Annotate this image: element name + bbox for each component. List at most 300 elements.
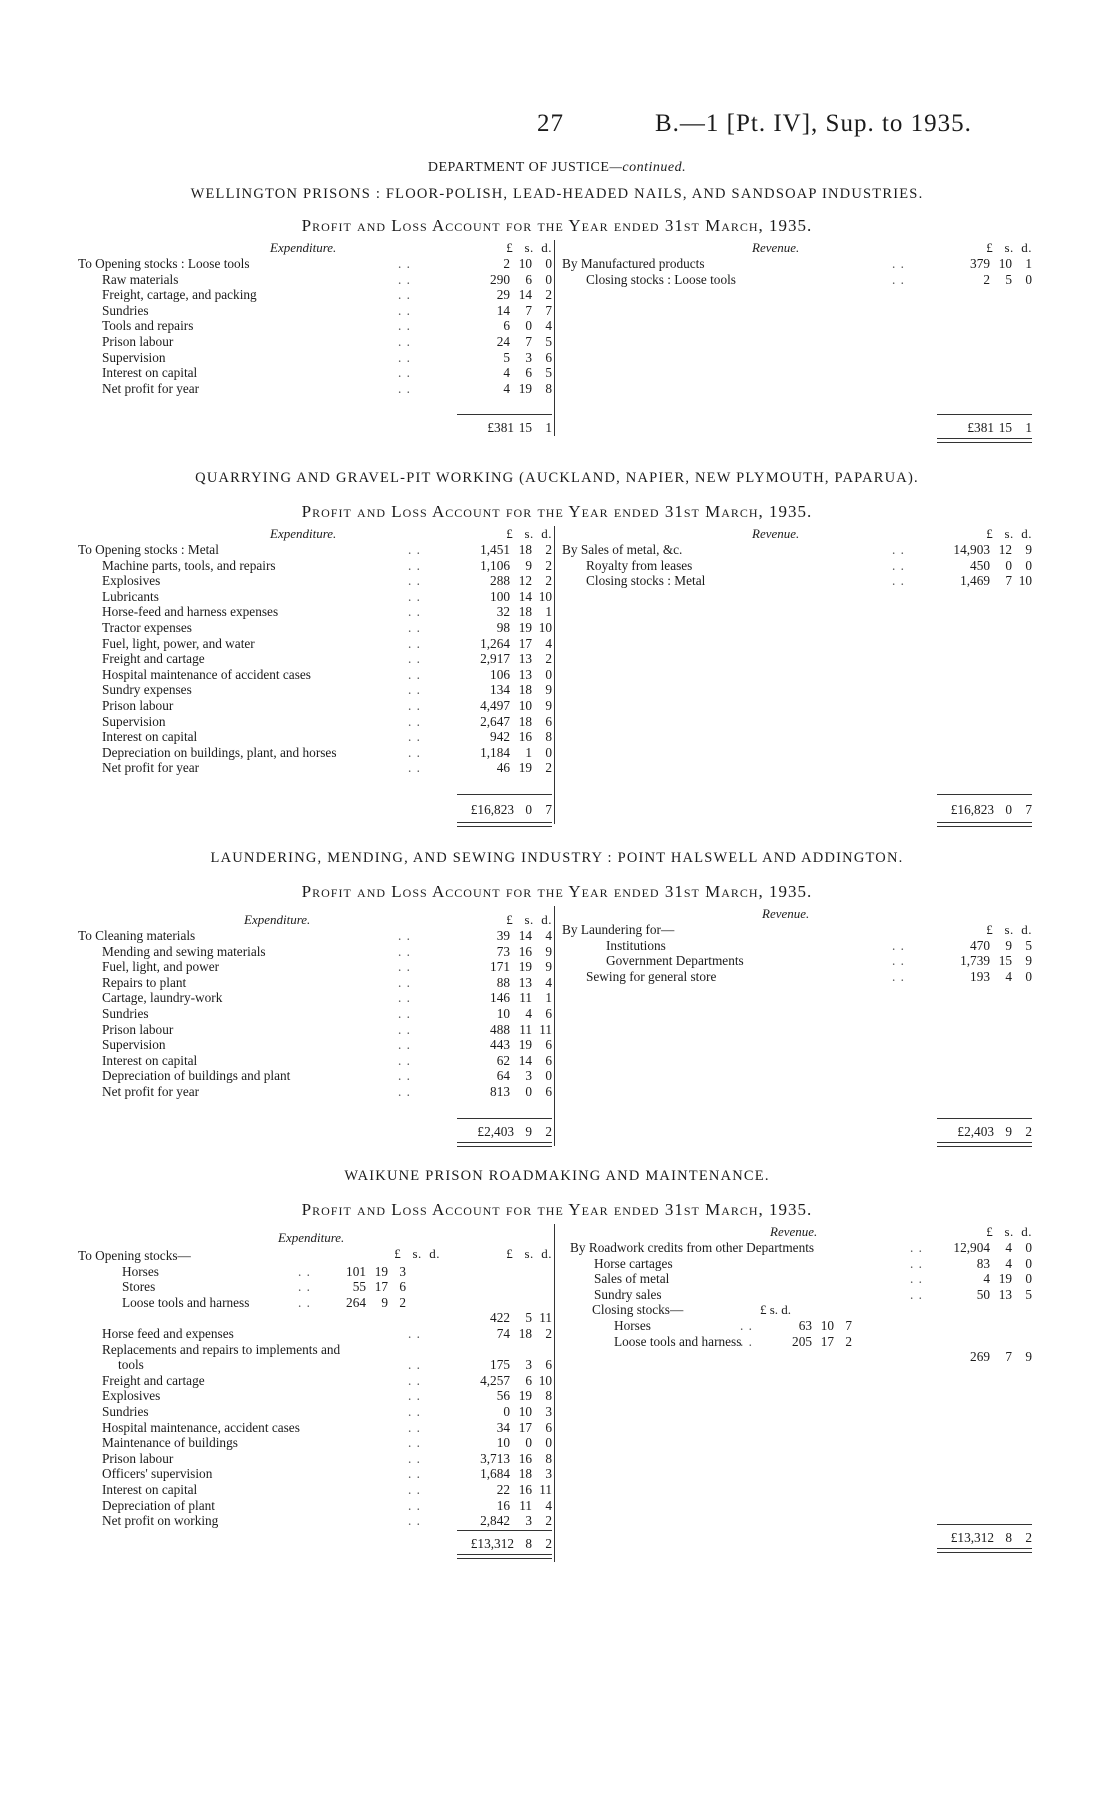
row-label: Hospital maintenance of accident cases	[102, 666, 311, 682]
expenditure-heading: Expenditure.	[278, 1230, 345, 1245]
row-label: tools	[118, 1357, 144, 1373]
amount: 4 6 5	[503, 365, 552, 381]
amount: 24 7 5	[496, 333, 552, 349]
leader-dots: . .	[408, 1325, 421, 1341]
amount: 193 4 0	[970, 968, 1032, 984]
amount: 12,904 4 0	[953, 1240, 1032, 1255]
account-row	[562, 558, 1032, 574]
revenue-rows	[562, 542, 1032, 589]
amount: 3,713 16 8	[480, 1450, 552, 1466]
row-label: Replacements and repairs to implements and	[102, 1341, 341, 1357]
row-label: Explosives	[102, 573, 161, 589]
leader-dots: . .	[408, 635, 421, 651]
row-label: Fuel, light, power, and water	[102, 635, 255, 651]
amount: 29 14 2	[496, 287, 552, 303]
leader-dots: . .	[910, 1240, 923, 1255]
section-title: LAUNDERING, MENDING, AND SEWING INDUSTRY : POINT HALSWELL AND ADDINGTON.	[210, 850, 904, 866]
section-laundering	[0, 850, 1114, 1146]
row-label: By Sales of metal, &c.	[562, 542, 683, 557]
account-row	[562, 938, 1032, 954]
leader-dots: . .	[892, 968, 905, 984]
leader-dots: . .	[408, 729, 421, 745]
leader-dots: . .	[892, 557, 905, 573]
leader-dots: . .	[398, 1037, 411, 1053]
leader-dots: . .	[398, 974, 411, 990]
leader-dots: . .	[892, 542, 905, 557]
leader-dots: . .	[398, 318, 411, 334]
leader-dots: . .	[398, 365, 411, 381]
amount: 1,739 15 9	[960, 953, 1032, 969]
leader-dots: . .	[408, 542, 421, 557]
revenue-column	[562, 906, 1032, 1139]
column-divider	[554, 1224, 555, 1562]
amount: 288 12 2	[490, 573, 552, 589]
leader-dots: . .	[398, 1052, 411, 1068]
amount: 4 19 8	[503, 380, 552, 396]
row-label: Tractor expenses	[102, 619, 192, 635]
lsd-heading: £ s. d.	[986, 922, 1032, 937]
double-rule	[937, 438, 1032, 443]
account-row	[78, 682, 552, 698]
account-row	[78, 350, 552, 366]
account-row	[78, 1420, 552, 1436]
total-rule	[457, 794, 552, 795]
account-row	[78, 1357, 552, 1373]
revenue-column	[570, 1224, 1032, 1545]
total-rule	[937, 1524, 1032, 1525]
row-label: To Opening stocks : Metal	[78, 542, 219, 557]
amount: 2,917 13 2	[480, 651, 552, 667]
leader-dots: . .	[408, 666, 421, 682]
column-divider	[554, 240, 555, 436]
row-label: Supervision	[102, 713, 166, 729]
account-row	[78, 1388, 552, 1404]
account-row	[570, 1318, 1032, 1334]
amount: 470 9 5	[970, 937, 1032, 953]
leader-dots: . .	[408, 744, 421, 760]
amount: 4,257 6 10	[480, 1372, 552, 1388]
total-rule	[457, 1530, 552, 1531]
revenue-subheading: By Laundering for—	[562, 922, 675, 937]
amount: 46 19 2	[496, 760, 552, 776]
leader-dots: . .	[298, 1263, 311, 1279]
row-label: Sundry expenses	[102, 682, 192, 698]
expenditure-total: £16,823 0 7	[470, 802, 552, 817]
amount: 100 14 10	[490, 588, 552, 604]
row-label: Institutions	[606, 937, 666, 953]
leader-dots: . .	[408, 1435, 421, 1451]
leader-dots: . .	[892, 573, 905, 589]
leader-dots: . .	[910, 1286, 923, 1302]
leader-dots: . .	[398, 333, 411, 349]
leader-dots: . .	[408, 697, 421, 713]
leader-dots: . .	[408, 713, 421, 729]
amount: 16 11 4	[496, 1497, 552, 1513]
amount: 2 10 0	[503, 256, 552, 271]
account-row	[78, 620, 552, 636]
leader-dots: . .	[398, 1021, 411, 1037]
row-label: Lubricants	[102, 588, 159, 604]
account-row	[78, 334, 552, 350]
pl-account-title: Profit and Loss Account for the Year ended 31st March, 1935.	[301, 502, 813, 521]
amount: 171 19 9	[490, 959, 552, 975]
account-row	[78, 256, 552, 272]
row-label: Royalty from leases	[586, 557, 693, 573]
revenue-heading: Revenue.	[770, 1224, 818, 1239]
leader-dots: . .	[408, 557, 421, 573]
leader-dots: . .	[892, 271, 905, 287]
leader-dots: . .	[398, 928, 411, 943]
account-row	[78, 1498, 552, 1514]
account-row	[78, 1342, 552, 1358]
leader-dots: . .	[408, 1466, 421, 1482]
row-label: Horses	[614, 1317, 651, 1333]
revenue-total: £381 15 1	[967, 420, 1032, 435]
row-label: Repairs to plant	[102, 974, 187, 990]
leader-dots: . .	[408, 1481, 421, 1497]
lsd-heading: £ s. d.	[506, 240, 552, 255]
amount: 2 5 0	[983, 271, 1032, 287]
row-label: Supervision	[102, 1037, 166, 1053]
row-label: Interest on capital	[102, 729, 198, 745]
account-columns	[0, 906, 1114, 1146]
leader-dots: . .	[408, 682, 421, 698]
revenue-column	[562, 526, 1032, 817]
row-label: Stores	[122, 1279, 156, 1295]
account-row	[562, 573, 1032, 589]
row-label: Net profit on working	[102, 1513, 219, 1529]
expenditure-heading: Expenditure.	[270, 526, 337, 541]
amount: 14 7 7	[496, 302, 552, 318]
account-row	[78, 1084, 552, 1100]
opening-stocks-heading: To Opening stocks—	[78, 1248, 191, 1263]
account-row	[78, 1404, 552, 1420]
leader-dots: . .	[398, 256, 411, 271]
row-label: Freight, cartage, and packing	[102, 287, 257, 303]
lsd-heading: £ s. d.	[986, 1224, 1032, 1239]
row-label: Horse cartages	[594, 1255, 673, 1271]
leader-dots: . .	[398, 1005, 411, 1021]
leader-dots: . .	[408, 1388, 421, 1404]
leader-dots: . .	[398, 302, 411, 318]
amount: 88 13 4	[496, 974, 552, 990]
section-quarrying	[0, 470, 1114, 826]
account-row	[78, 303, 552, 319]
row-label: Maintenance of buildings	[102, 1435, 238, 1451]
leader-dots: . .	[892, 937, 905, 953]
account-row	[78, 381, 552, 397]
leader-dots: . .	[398, 287, 411, 303]
closing-stocks-total-row	[570, 1349, 1032, 1365]
account-row	[78, 714, 552, 730]
account-row	[570, 1256, 1032, 1272]
amount: 443 19 6	[490, 1037, 552, 1053]
account-row	[78, 542, 552, 558]
leader-dots: . .	[398, 959, 411, 975]
account-row	[78, 272, 552, 288]
row-label: Freight and cartage	[102, 1372, 205, 1388]
section-title: QUARRYING AND GRAVEL-PIT WORKING (AUCKLAND, NAPIER, NEW PLYMOUTH, PAPARUA).	[195, 470, 919, 486]
row-label: Sundries	[102, 302, 149, 318]
leader-dots: . .	[408, 1357, 421, 1373]
leader-dots: . .	[398, 943, 411, 959]
amount: 1,106 9 2	[480, 557, 552, 573]
amount: 83 4 0	[976, 1255, 1032, 1271]
closing-stocks-total: 269 7 9	[970, 1349, 1032, 1365]
leader-dots: . .	[910, 1271, 923, 1287]
row-label: Net profit for year	[102, 380, 200, 396]
section-wellington-prisons	[0, 186, 1114, 440]
amount: 2,842 3 2	[480, 1513, 552, 1529]
leader-dots: . .	[892, 256, 905, 271]
closing-stocks-heading-row: Closing stocks— £ s. d.	[592, 1302, 792, 1318]
amount: 205 17 2	[792, 1333, 852, 1349]
row-label: Fuel, light, and power	[102, 959, 220, 975]
amount: 22 16 11	[496, 1481, 552, 1497]
leader-dots: . .	[398, 380, 411, 396]
row-label: Horses	[122, 1263, 159, 1279]
expenditure-rows	[78, 928, 552, 1100]
amount: 34 17 6	[496, 1419, 552, 1435]
double-rule	[937, 822, 1032, 827]
row-label: Closing stocks : Loose tools	[586, 271, 736, 287]
account-row	[78, 1037, 552, 1053]
account-row	[78, 990, 552, 1006]
leader-dots: . .	[298, 1279, 311, 1295]
amount: 62 14 6	[496, 1052, 552, 1068]
pl-account-title: Profit and Loss Account for the Year ended 31st March, 1935.	[301, 216, 813, 235]
account-row	[78, 1279, 552, 1295]
page-header	[0, 110, 1114, 144]
lsd-heading: £ s. d.	[506, 526, 552, 541]
revenue-total: £13,312 8 2	[950, 1530, 1032, 1545]
row-label: Depreciation of buildings and plant	[102, 1068, 291, 1084]
row-label: Depreciation of plant	[102, 1497, 215, 1513]
row-label: Closing stocks : Metal	[586, 573, 706, 589]
revenue-total: £16,823 0 7	[950, 802, 1032, 817]
account-row	[78, 1513, 552, 1529]
account-row	[78, 1022, 552, 1038]
amount: 942 16 8	[490, 729, 552, 745]
leader-dots: . .	[408, 619, 421, 635]
total-rule	[937, 414, 1032, 415]
amount: 14,903 12 9	[953, 542, 1032, 557]
leader-dots: . .	[408, 760, 421, 776]
amount: 10 4 6	[496, 1005, 552, 1021]
total-rule	[457, 414, 552, 415]
account-row	[78, 1053, 552, 1069]
leader-dots: . .	[398, 349, 411, 365]
account-row	[78, 318, 552, 334]
account-row	[78, 975, 552, 991]
row-label: Interest on capital	[102, 1052, 198, 1068]
amount: 63 10 7	[798, 1317, 852, 1333]
account-row	[78, 667, 552, 683]
amount: 32 18 1	[496, 604, 552, 620]
leader-dots: . .	[740, 1333, 753, 1349]
leader-dots: . .	[398, 990, 411, 1006]
account-columns	[0, 1224, 1114, 1584]
account-row	[78, 287, 552, 303]
amount: 74 18 2	[496, 1325, 552, 1341]
column-divider	[554, 526, 555, 824]
closing-stock-rows	[570, 1318, 1032, 1349]
expenditure-total: £2,403 9 2	[477, 1124, 552, 1139]
expenditure-column	[78, 912, 552, 1139]
account-row	[570, 1334, 1032, 1350]
amount: 175 3 6	[490, 1357, 552, 1373]
amount: 98 19 10	[496, 619, 552, 635]
double-rule	[937, 1142, 1032, 1147]
account-row	[78, 698, 552, 714]
section-title: WELLINGTON PRISONS : FLOOR-POLISH, LEAD-HEADED NAILS, AND SANDSOAP INDUSTRIES.	[190, 186, 924, 202]
account-columns	[0, 240, 1114, 440]
leader-dots: . .	[408, 1450, 421, 1466]
lsd-heading: £ s. d.	[506, 912, 552, 927]
account-row	[78, 365, 552, 381]
lsd-heading: £ s. d.	[986, 526, 1032, 541]
leader-dots: . .	[408, 1513, 421, 1529]
row-label: Prison labour	[102, 1450, 174, 1466]
account-row	[570, 1271, 1032, 1287]
account-row	[78, 944, 552, 960]
row-label: Hospital maintenance, accident cases	[102, 1419, 300, 1435]
row-label: Officers' supervision	[102, 1466, 213, 1482]
total-rule	[937, 794, 1032, 795]
amount: 39 14 4	[496, 928, 552, 943]
pl-account-title: Profit and Loss Account for the Year ended 31st March, 1935.	[301, 1200, 813, 1219]
leader-dots: . .	[298, 1294, 311, 1310]
account-row	[562, 542, 1032, 558]
revenue-column	[562, 240, 1032, 435]
expenditure-total: £13,312 8 2	[470, 1536, 552, 1551]
expenditure-heading: Expenditure.	[244, 912, 311, 927]
amount: 56 19 8	[496, 1388, 552, 1404]
lsd-heading-inner: £ s. d.	[394, 1246, 440, 1261]
amount: 813 0 6	[490, 1083, 552, 1099]
amount: 64 3 0	[496, 1068, 552, 1084]
column-divider	[554, 906, 555, 1146]
leader-dots: . .	[408, 1372, 421, 1388]
amount: 2,647 18 6	[480, 713, 552, 729]
expenditure-rows	[78, 256, 552, 396]
row-label: Mending and sewing materials	[102, 943, 266, 959]
row-label: Sales of metal	[594, 1271, 670, 1287]
row-label: By Roadwork credits from other Departments	[570, 1240, 815, 1255]
amount: 1,184 1 0	[480, 744, 552, 760]
expenditure-column	[78, 240, 552, 435]
account-row	[78, 558, 552, 574]
lsd-heading: £ s. d.	[506, 1246, 552, 1261]
account-columns	[0, 526, 1114, 826]
revenue-heading: Revenue.	[762, 906, 810, 921]
opening-stocks-total: 422 5 11	[490, 1310, 552, 1326]
account-row	[78, 1435, 552, 1451]
revenue-rows	[570, 1240, 1032, 1302]
account-row	[78, 1068, 552, 1084]
leader-dots: . .	[408, 1497, 421, 1513]
account-row	[562, 272, 1032, 288]
row-label: Sewing for general store	[586, 968, 717, 984]
department-title: DEPARTMENT OF JUSTICE—continued.	[427, 160, 687, 175]
row-label: Tools and repairs	[102, 318, 194, 334]
amount: 4 19 0	[983, 1271, 1032, 1287]
expenditure-heading: Expenditure.	[270, 240, 337, 255]
row-label: To Cleaning materials	[78, 928, 196, 943]
row-label: Depreciation on buildings, plant, and horses	[102, 744, 337, 760]
account-row	[78, 1006, 552, 1022]
revenue-rows	[562, 256, 1032, 287]
account-row	[78, 573, 552, 589]
amount: 134 18 9	[490, 682, 552, 698]
expenditure-rows	[78, 542, 552, 776]
amount: 146 11 1	[490, 990, 552, 1006]
row-label: Loose tools and harness	[614, 1333, 742, 1349]
leader-dots: . .	[910, 1255, 923, 1271]
double-rule	[457, 822, 552, 827]
row-label: Prison labour	[102, 333, 174, 349]
account-row	[78, 651, 552, 667]
amount: 264 9 2	[346, 1294, 406, 1310]
row-label: Prison labour	[102, 697, 174, 713]
row-label: Raw materials	[102, 271, 179, 287]
amount: 106 13 0	[490, 666, 552, 682]
section-waikune	[0, 1168, 1114, 1584]
account-row	[78, 729, 552, 745]
account-row	[562, 256, 1032, 272]
amount: 73 16 9	[496, 943, 552, 959]
row-label: Prison labour	[102, 1021, 174, 1037]
expenditure-column	[78, 526, 552, 817]
account-row	[78, 1326, 552, 1342]
amount: 101 19 3	[346, 1263, 406, 1279]
leader-dots: . .	[408, 1419, 421, 1435]
account-row	[78, 589, 552, 605]
total-rule	[457, 1118, 552, 1119]
row-label: Net profit for year	[102, 760, 200, 776]
amount: 55 17 6	[352, 1279, 406, 1295]
pl-account-title: Profit and Loss Account for the Year ended 31st March, 1935.	[301, 882, 813, 901]
amount: 10 0 0	[496, 1435, 552, 1451]
amount: 0 10 3	[503, 1403, 552, 1419]
account-row	[570, 1240, 1032, 1256]
leader-dots: . .	[408, 651, 421, 667]
account-row	[570, 1287, 1032, 1303]
opening-stock-rows	[78, 1264, 552, 1311]
row-label: Sundries	[102, 1005, 149, 1021]
leader-dots: . .	[892, 953, 905, 969]
row-label: Loose tools and harness	[122, 1294, 250, 1310]
amount: 5 3 6	[503, 349, 552, 365]
lsd-heading: £ s. d.	[986, 240, 1032, 255]
leader-dots: . .	[408, 573, 421, 589]
row-label: Horse-feed and harness expenses	[102, 604, 279, 620]
account-row	[78, 745, 552, 761]
expenditure-rows	[78, 1326, 552, 1529]
row-label: Cartage, laundry-work	[102, 990, 223, 1006]
row-label: Net profit for year	[102, 1083, 200, 1099]
account-row	[78, 959, 552, 975]
row-label: To Opening stocks : Loose tools	[78, 256, 250, 271]
row-label: Sundry sales	[594, 1286, 662, 1302]
row-label: Machine parts, tools, and repairs	[102, 557, 276, 573]
expenditure-total: £381 15 1	[487, 420, 552, 435]
expenditure-column	[78, 1230, 552, 1551]
row-label: Interest on capital	[102, 365, 198, 381]
amount: 6 0 4	[503, 318, 552, 334]
lsd-heading-inner: £ s. d.	[760, 1302, 792, 1318]
account-row	[78, 1373, 552, 1389]
